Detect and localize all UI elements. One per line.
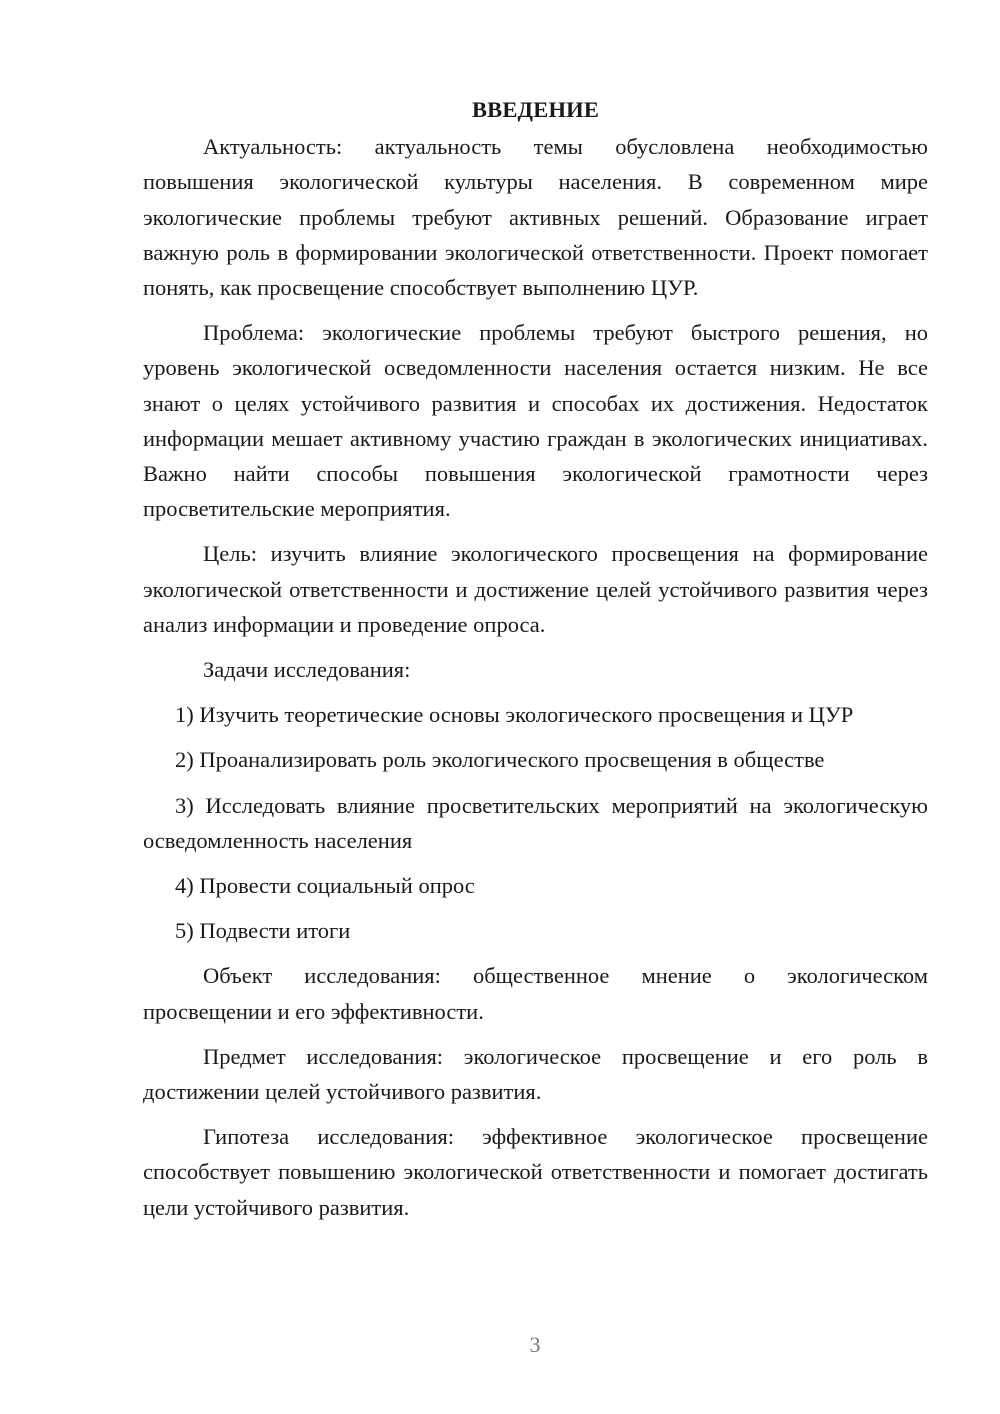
- relevance-paragraph: Актуальность: актуальность темы обусловлена необходимостью повышения экологической культуры населения. В современном мире экологические проблемы требуют активных решений. Образование играет важную роль в формировании экологической ответственности. Проект помогает понять, как просвещение способствует выполнению ЦУР.: [143, 134, 928, 301]
- goal-paragraph: Цель: изучить влияние экологического просвещения на формирование экологической ответственности и достижение целей устойчивого развития через анализ информации и проведение опроса.: [143, 541, 928, 637]
- problem-paragraph: Проблема: экологические проблемы требуют быстрого решения, но уровень экологической осведомленности населения остается низким. Не все знают о целях устойчивого развития и способах их достижения. Недостаток информации мешает активному участию граждан в экологических инициативах. Важно найти способы повышения экологической грамотности через просветительские мероприятия.: [143, 320, 928, 522]
- object-paragraph: Объект исследования: общественное мнение о экологическом просвещении и его эффективности.: [143, 963, 928, 1024]
- hypothesis-paragraph: Гипотеза исследования: эффективное экологическое просвещение способствует повышению экологической ответственности и помогает достигать цели устойчивого развития.: [143, 1124, 928, 1220]
- task-item: 4) Провести социальный опрос: [175, 873, 475, 899]
- task-item: 1) Изучить теоретические основы экологического просвещения и ЦУР: [175, 702, 854, 728]
- task-item: 3) Исследовать влияние просветительских мероприятий на экологическую осведомленность населения: [143, 792, 928, 853]
- page-number: 3: [529, 1332, 541, 1357]
- task-item: 2) Проанализировать роль экологического просвещения в обществе: [175, 747, 825, 773]
- subject-paragraph: Предмет исследования: экологическое просвещение и его роль в достижении целей устойчивого развития.: [143, 1043, 928, 1105]
- document-body: [143, 92, 928, 1235]
- section-title: ВВЕДЕНИЕ: [471, 97, 600, 122]
- tasks-heading: Задачи исследования:: [203, 657, 411, 683]
- task-item: 5) Подвести итоги: [175, 918, 351, 944]
